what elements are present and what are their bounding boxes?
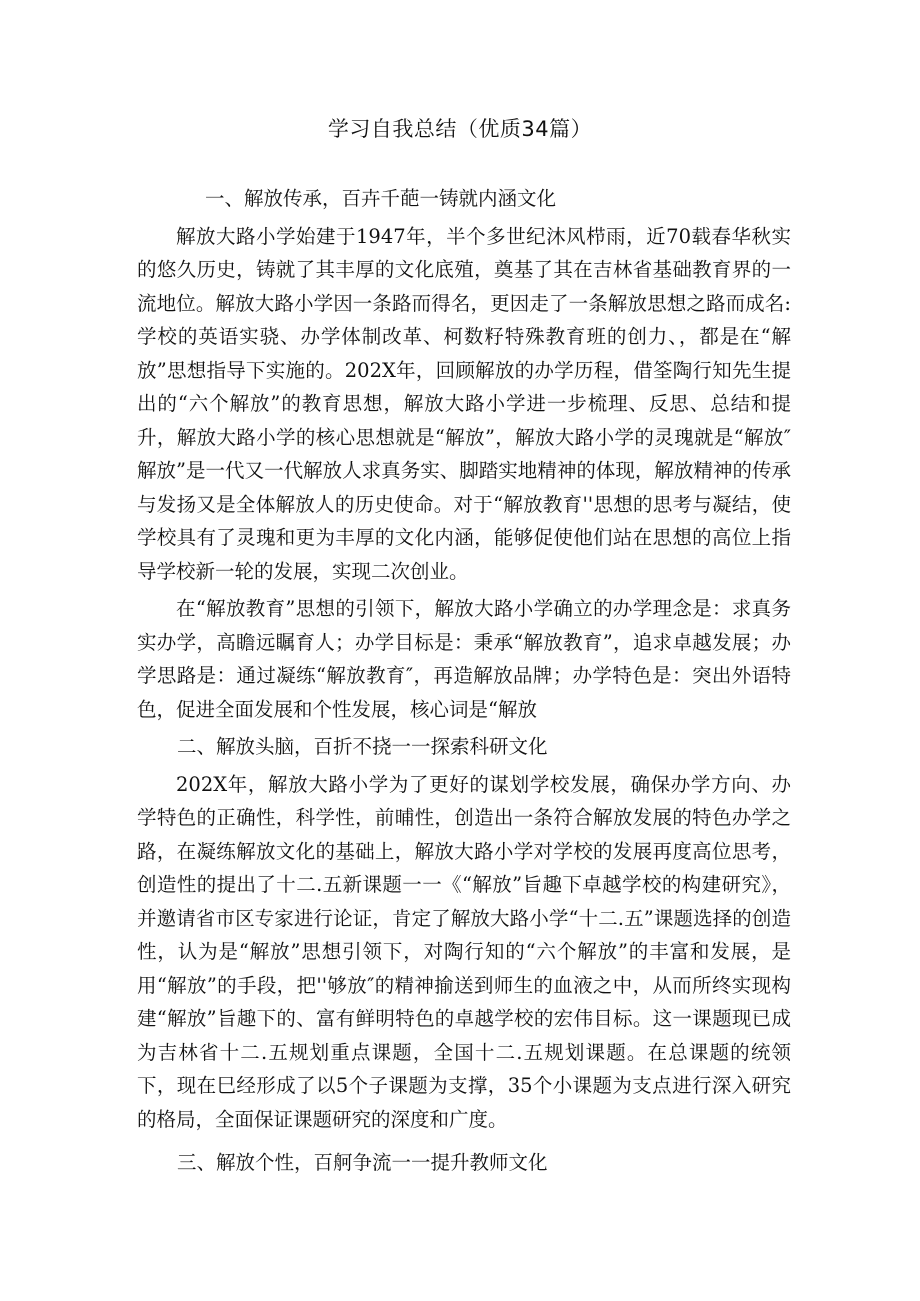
paragraph: 202X年，解放大路小学为了更好的谋划学校发展，确保办学方向、办学特色的正确性，科学性，前晡性，创造出一条符合解放发展的特色办学之路，在凝练解放文化的基础上，解放大路小学对学校的发展再度高位思考，创造性的提出了十二.五新课题一一《“解放”旨趣下卓越学校的构建研究》，并邀请省市区专家进行论证，肯定了解放大路小学“十二.五”课题选择的创造性，认为是“解放”思想引领下，对陶行知的“六个解放”的丰富和发展，是用“解放”的手段，把''够放″的精神揄送到师生的血液之中，从而所终实现构建“解放”旨趣下的、富有鲜明特色的卓越学校的宏伟目标。这一课题现已成为吉林省十二.五规划重点课题，全国十二.五规划课题。在总课题的统领下，现在巳经形成了以5个子课题为支撑，35个小课题为支点进行深入研究的格局，全面保证课题研究的深度和广度。 xyxy=(137,772,791,1131)
paragraph: 在“解放教育”思想的引领下，解放大路小学确立的办学理念是：求真务实办学，高瞻远瞩育人；办学目标是：秉承“解放教育”，追求卓越发展；办学思路是：通过凝练“解放教育″，再造解放品牌；办学特色是：突出外语特色，促进全面发展和个性发展，核心词是“解放 xyxy=(137,597,791,721)
document-body xyxy=(137,182,791,1180)
section-heading-2: 二、解放头脑，百折不挠一一探索科研文化 xyxy=(177,735,548,758)
paragraph: 解放大路小学始建于1947年，半个多世纪沐风栉雨，近70载春华秋实的悠久历史，铸就了其丰厚的文化底殖，奠基了其在吉林省基础教育界的一流地位。解放大路小学因一条路而得名，更因走了一条解放思想之路而成名:学校的英语实骁、办学体制改革、柯数籽特殊教育班的创力、，都是在“解放”思想指导下实施的。202X年，回顾解放的办学历程，借筌陶行知先生提出的“六个解放”的教育思想，解放大路小学进一步梳理、反思、总结和提升，解放大路小学的核心思想就是“解放”，解放大路小学的灵瑰就是“解放″解放”是一代又一代解放人求真务实、脚踏实地精神的体现，解放精神的传承与发扬又是全体解放人的历史使命。对于“解放教育''思想的思考与凝结，使学校具有了灵瑰和更为丰厚的文化内涵，能够促使他们站在思想的高位上指导学校新一轮的发展，实现二次创业。 xyxy=(137,224,791,583)
section-heading-3: 三、解放个性，百舸争流一一提升教师文化 xyxy=(177,1151,548,1174)
document-title: 学习自我总结（优质34篇） xyxy=(327,117,593,141)
section-heading-1: 一、解放传承，百卉千葩一铸就内涵文化 xyxy=(205,187,557,210)
